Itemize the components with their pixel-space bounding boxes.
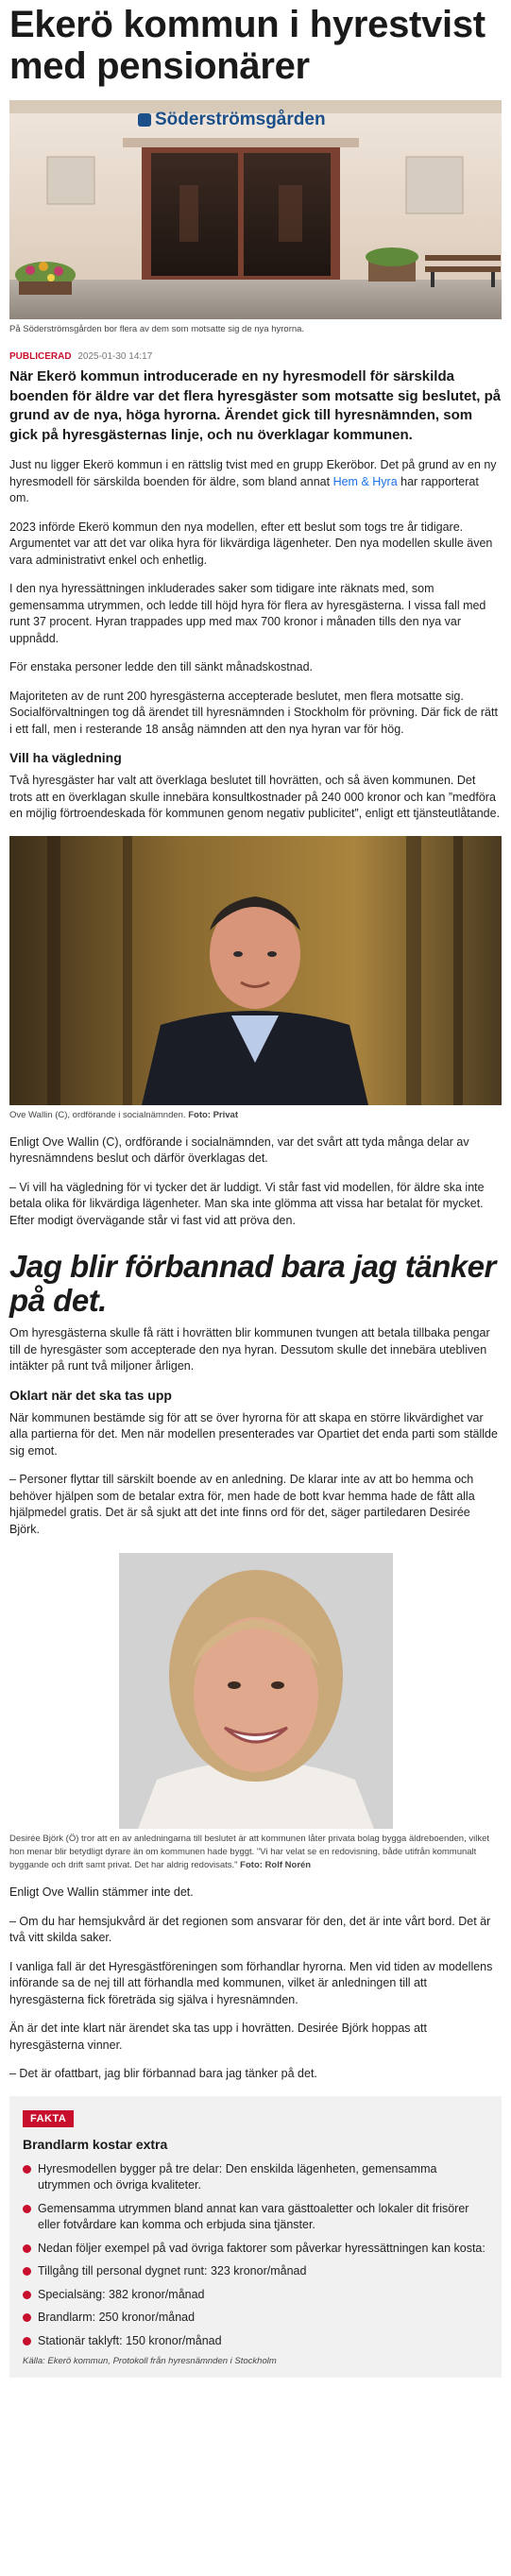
- photo1-caption: [9, 1109, 502, 1122]
- portrait-illustration: [119, 1553, 393, 1829]
- list-item: [23, 2310, 488, 2327]
- pull-quote: Jag blir förbannad bara jag tänker på det.: [9, 1249, 496, 1318]
- list-item: [23, 2333, 488, 2350]
- bullet-dot-icon: [23, 2267, 31, 2276]
- paragraph: – Vi vill ha vägledning för vi tycker det är luddigt. Vi står fast vid modellen, för äldre ska inte betala olika för likvärdiga lägenheter. Man ska inte glömma att vissa har betalat för mycket. Efter modigt övervägande står vi fast vid att pröva den.: [9, 1180, 485, 1227]
- list-item-text: Stationär taklyft: 150 kronor/månad: [38, 2333, 222, 2347]
- hero-sign-icon: [138, 113, 151, 127]
- list-item-text: Brandlarm: 250 kronor/månad: [38, 2311, 196, 2324]
- photo2-credit: Foto: Rolf Norén: [240, 1860, 312, 1870]
- paragraph-text: Just nu ligger Ekerö kommun i en rättslig tvist med en grupp Ekeröbor. Det på grund av en ny hyresmodell för särskilda boenden för äldre, som bland annat: [9, 458, 497, 488]
- list-item: [23, 2161, 488, 2194]
- paragraph: Två hyresgäster har valt att överklaga beslutet till hovrätten, och så även kommunen. Det trots att en överklagan skulle innebära konsultkostnader på 240 000 kronor och kan ”medföra en möjlig förtroendeskada för kommunen genom negativ publicitet”, enligt ett tjänsteutlåtande.: [9, 774, 501, 820]
- photo1-caption-text: Ove Wallin (C), ordförande i socialnämnden.: [9, 1109, 186, 1120]
- fact-box: [9, 2096, 502, 2379]
- paragraph: Än är det inte klart när ärendet ska tas upp i hovrätten. Desirée Björk hoppas att hyresgästerna vinner.: [9, 2022, 427, 2052]
- list-item-text: Hyresmodellen bygger på tre delar: Den enskilda lägenheten, gemensamma utrymmen och övriga kvaliteter.: [38, 2161, 437, 2192]
- list-item-text: Tillgång till personal dygnet runt: 323 kronor/månad: [38, 2264, 307, 2277]
- fact-list: [23, 2161, 488, 2350]
- published-label: PUBLICERAD: [9, 351, 72, 362]
- paragraph: 2023 införde Ekerö kommun den nya modellen, efter ett beslut som togs tre år tidigare. Argumentet var att det var olika hyra för likvärdiga lägenheter. Den nya modellen skulle även vara administrativt enkel och enhetlig.: [9, 520, 493, 567]
- paragraph: – Personer flyttar till särskilt boende av en anledning. De klarar inte av att bo hemma och behöver hjälpen som de betalar extra för, men hade de bott kvar hemma hade de fått alla hjälpmedel gratis. Det är så sjukt att det inte finns ord för det, säger partiledaren Desirée Björk.: [9, 1473, 475, 1536]
- list-item: [23, 2201, 488, 2234]
- bullet-dot-icon: [23, 2205, 31, 2213]
- paragraph: Majoriteten av de runt 200 hyresgästerna accepterade beslutet, men flera motsatte sig. Socialförvaltningen tog då ärendet till hyresnämnden i Stockholm för prövning. Där fick de rätt i ett fall, men i resterande 18 ansåg nämnden att den nya hyran var för hög.: [9, 689, 498, 736]
- hero-caption: På Söderströmsgården bor flera av dem som motsatte sig de nya hyrorna.: [9, 324, 305, 334]
- paragraph: För enstaka personer ledde den till sänkt månadskostnad.: [9, 660, 314, 674]
- bullet-dot-icon: [23, 2337, 31, 2346]
- paragraph: [9, 457, 502, 507]
- list-item: [23, 2263, 488, 2280]
- paragraph: I vanliga fall är det Hyresgästföreningen som förhandlar hyrorna. Men vid tiden av modellens införande sa de nej till att förhandla med kommunen, vilket är anledningen till att hyresgästerna fick företräda sig själva i hyresnämnden.: [9, 1959, 493, 2006]
- publish-meta: [9, 351, 502, 362]
- hero-sign-text: Söderströmsgården: [155, 110, 326, 129]
- paragraph: Om hyresgästerna skulle få rätt i hovrätten blir kommunen tvungen att betala tillbaka pengar till de hyresgäster som accepterade den nya hyran. Dessutom skulle det innebära utebliven intäkter på runt två miljoner årligen.: [9, 1326, 490, 1373]
- paragraph: – Det är ofattbart, jag blir förbannad bara jag tänker på det.: [9, 2067, 317, 2080]
- list-item: [23, 2287, 488, 2304]
- photo2-caption-text: Desirée Björk (Ö) tror att en av anledningarna till beslutet är att kommunen låter privata bolag bygga äldreboenden, vilket hon menar blir betydligt dyrare än om kommunen hade byggt. "Vi har velat se en redovisning, både utifrån kommunalt byggande och drift samt privat. Det har aldrig redovisats.": [9, 1834, 489, 1870]
- fact-source: Källa: Ekerö kommun, Protokoll från hyresnämnden i Stockholm: [23, 2356, 277, 2366]
- paragraph: Enligt Ove Wallin (C), ordförande i socialnämnden, var det svårt att tyda många delar av hyresnämndens beslut och därför överklagas det.: [9, 1134, 469, 1165]
- article-lead: När Ekerö kommun introducerade en ny hyresmodell för särskilda boenden för äldre var det flera hyresgäster som motsatte sig beslutet, på grund av de nya, höga hyrorna. Ärendet gick till hyresnämnden, som gick på hyresgästernas linje, och nu överklagar kommunen.: [9, 368, 502, 443]
- hero-illustration: [9, 100, 502, 319]
- hero-image: [9, 100, 502, 319]
- photo2-caption: [9, 1833, 502, 1872]
- article-title: Ekerö kommun i hyrestvist med pensionärer: [9, 4, 485, 87]
- bullet-dot-icon: [23, 2291, 31, 2299]
- article: [0, 4, 511, 2378]
- list-item-text: Gemensamma utrymmen bland annat kan vara gästtoaletter och lokaler dit frisörer eller fotvårdare kan komma och erbjuda sina tjänster.: [38, 2201, 469, 2231]
- bullet-dot-icon: [23, 2165, 31, 2174]
- hem-och-hyra-link[interactable]: Hem & Hyra: [332, 474, 398, 488]
- desiree-bjork-photo: [119, 1553, 393, 1829]
- paragraph: Enligt Ove Wallin stämmer inte det.: [9, 1885, 194, 1899]
- paragraph-text: har rapporterat om.: [9, 474, 479, 504]
- fact-title: Brandlarm kostar extra: [23, 2136, 168, 2152]
- list-item-text: Specialsäng: 382 kronor/månad: [38, 2287, 205, 2301]
- paragraph: När kommunen bestämde sig för att se över hyrorna för att skapa en större likvärdighet var alla partierna för det. Men när modellen presenterades var Opartiet det enda parti som ställde sig emot.: [9, 1410, 498, 1458]
- photo1-credit: Foto: Privat: [188, 1109, 238, 1120]
- paragraph: – Om du har hemsjukvård är det regionen som ansvarar för den, det är inte vårt bord. Det är två vitt skilda saker.: [9, 1914, 491, 1944]
- published-date: 2025-01-30 14:17: [77, 351, 153, 362]
- subheading: Oklart när det ska tas upp: [9, 1387, 172, 1403]
- list-item-text: Nedan följer exempel på vad övriga faktorer som påverkar hyressättningen kan kosta:: [38, 2241, 485, 2255]
- portrait-illustration: [9, 836, 502, 1105]
- bullet-dot-icon: [23, 2313, 31, 2322]
- paragraph: I den nya hyressättningen inkluderades saker som tidigare inte räknats med, som gemensamma utrymmen, och ledde till höjd hyra för flera av hyresgästerna. I vissa fall med runt 37 procent. Hyran trappades upp med max 700 kronor i månaden tills den nya var uppnådd.: [9, 582, 486, 645]
- bullet-dot-icon: [23, 2244, 31, 2253]
- subheading: Vill ha vägledning: [9, 750, 122, 765]
- fact-tag: FAKTA: [23, 2110, 74, 2127]
- list-item: [23, 2241, 488, 2258]
- ove-wallin-photo: [9, 836, 502, 1105]
